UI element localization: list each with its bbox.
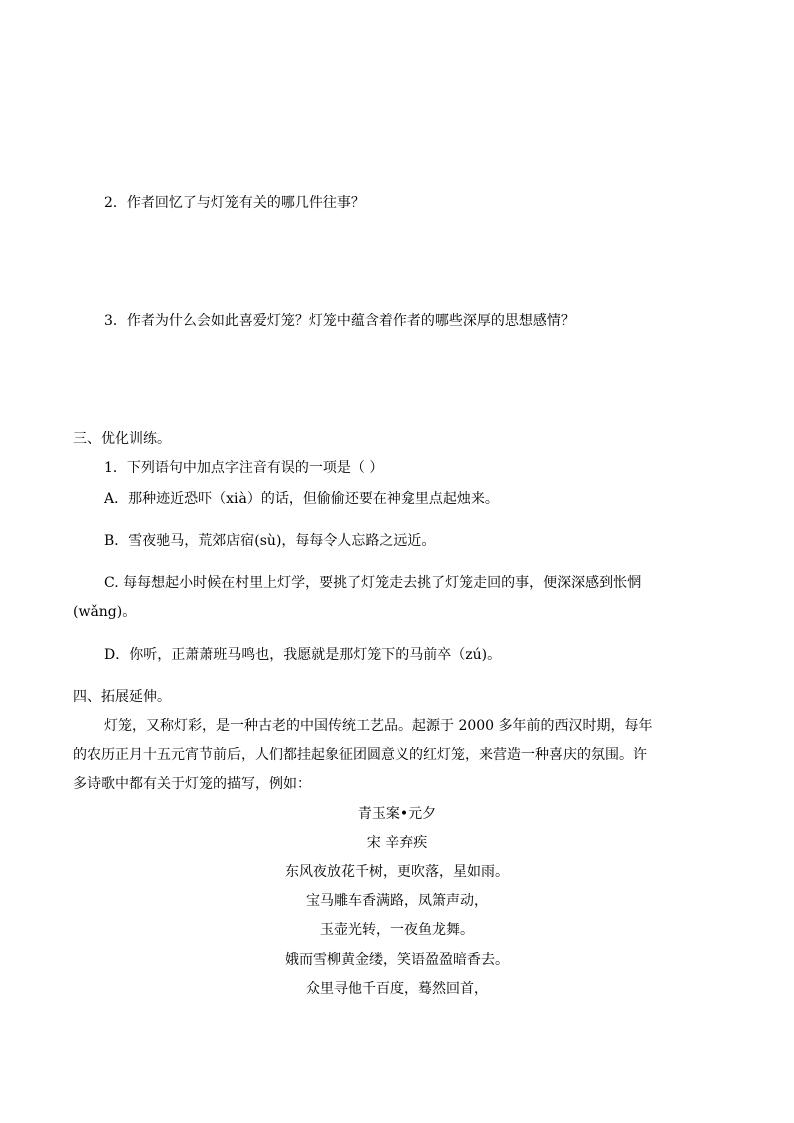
option-d: D．你听，正萧萧班马鸣也，我愿就是那灯笼下的马前卒（zú)。 <box>104 647 502 663</box>
poem-line: 众里寻他千百度，蓦然回首， <box>306 981 488 997</box>
poem-title: 青玉案•元夕 <box>357 806 437 822</box>
option-c-line-1: C. 每每想起小时候在村里上灯学，要挑了灯笼走去挑了灯笼走回的事，便深深感到怅惘 <box>104 575 642 591</box>
poem-line: 东风夜放花千树，更吹落，星如雨。 <box>285 864 509 880</box>
option-b: B．雪夜驰马，荒郊店宿(sù)，每每令人忘路之远近。 <box>104 533 436 549</box>
section-3-heading: 三、优化训练。 <box>73 431 171 447</box>
question-2: 2．作者回忆了与灯笼有关的哪几件往事？ <box>104 195 365 211</box>
poem-author: 宋 辛弃疾 <box>366 835 428 851</box>
paragraph-line-2: 的农历正月十五元宵节前后，人们都挂起象征团圆意义的红灯笼，来营造一种喜庆的氛围。许 <box>73 747 647 763</box>
section-4-heading: 四、拓展延伸。 <box>73 689 171 705</box>
paragraph-line-1: 灯笼，又称灯彩，是一种古老的中国传统工艺品。起源于 2000 多年前的西汉时期，每年 <box>104 718 653 734</box>
poem-line: 宝马雕车香满路，凤箫声动， <box>306 893 488 909</box>
option-a: A．那种迹近恐吓（xià）的话，但偷偷还要在神龛里点起烛来。 <box>104 491 499 507</box>
poem-line: 娥而雪柳黄金缕，笑语盈盈暗香去。 <box>285 952 509 968</box>
question-3: 3．作者为什么会如此喜爱灯笼？灯笼中蕴含着作者的哪些深厚的思想感情？ <box>104 313 575 329</box>
option-c-line-2: (wǎng)。 <box>73 604 137 620</box>
question-1-stem: 1．下列语句中加点字注音有误的一项是（ ） <box>104 460 384 476</box>
poem-line: 玉壶光转，一夜鱼龙舞。 <box>320 922 474 938</box>
paragraph-line-3: 多诗歌中都有关于灯笼的描写，例如： <box>73 776 311 792</box>
